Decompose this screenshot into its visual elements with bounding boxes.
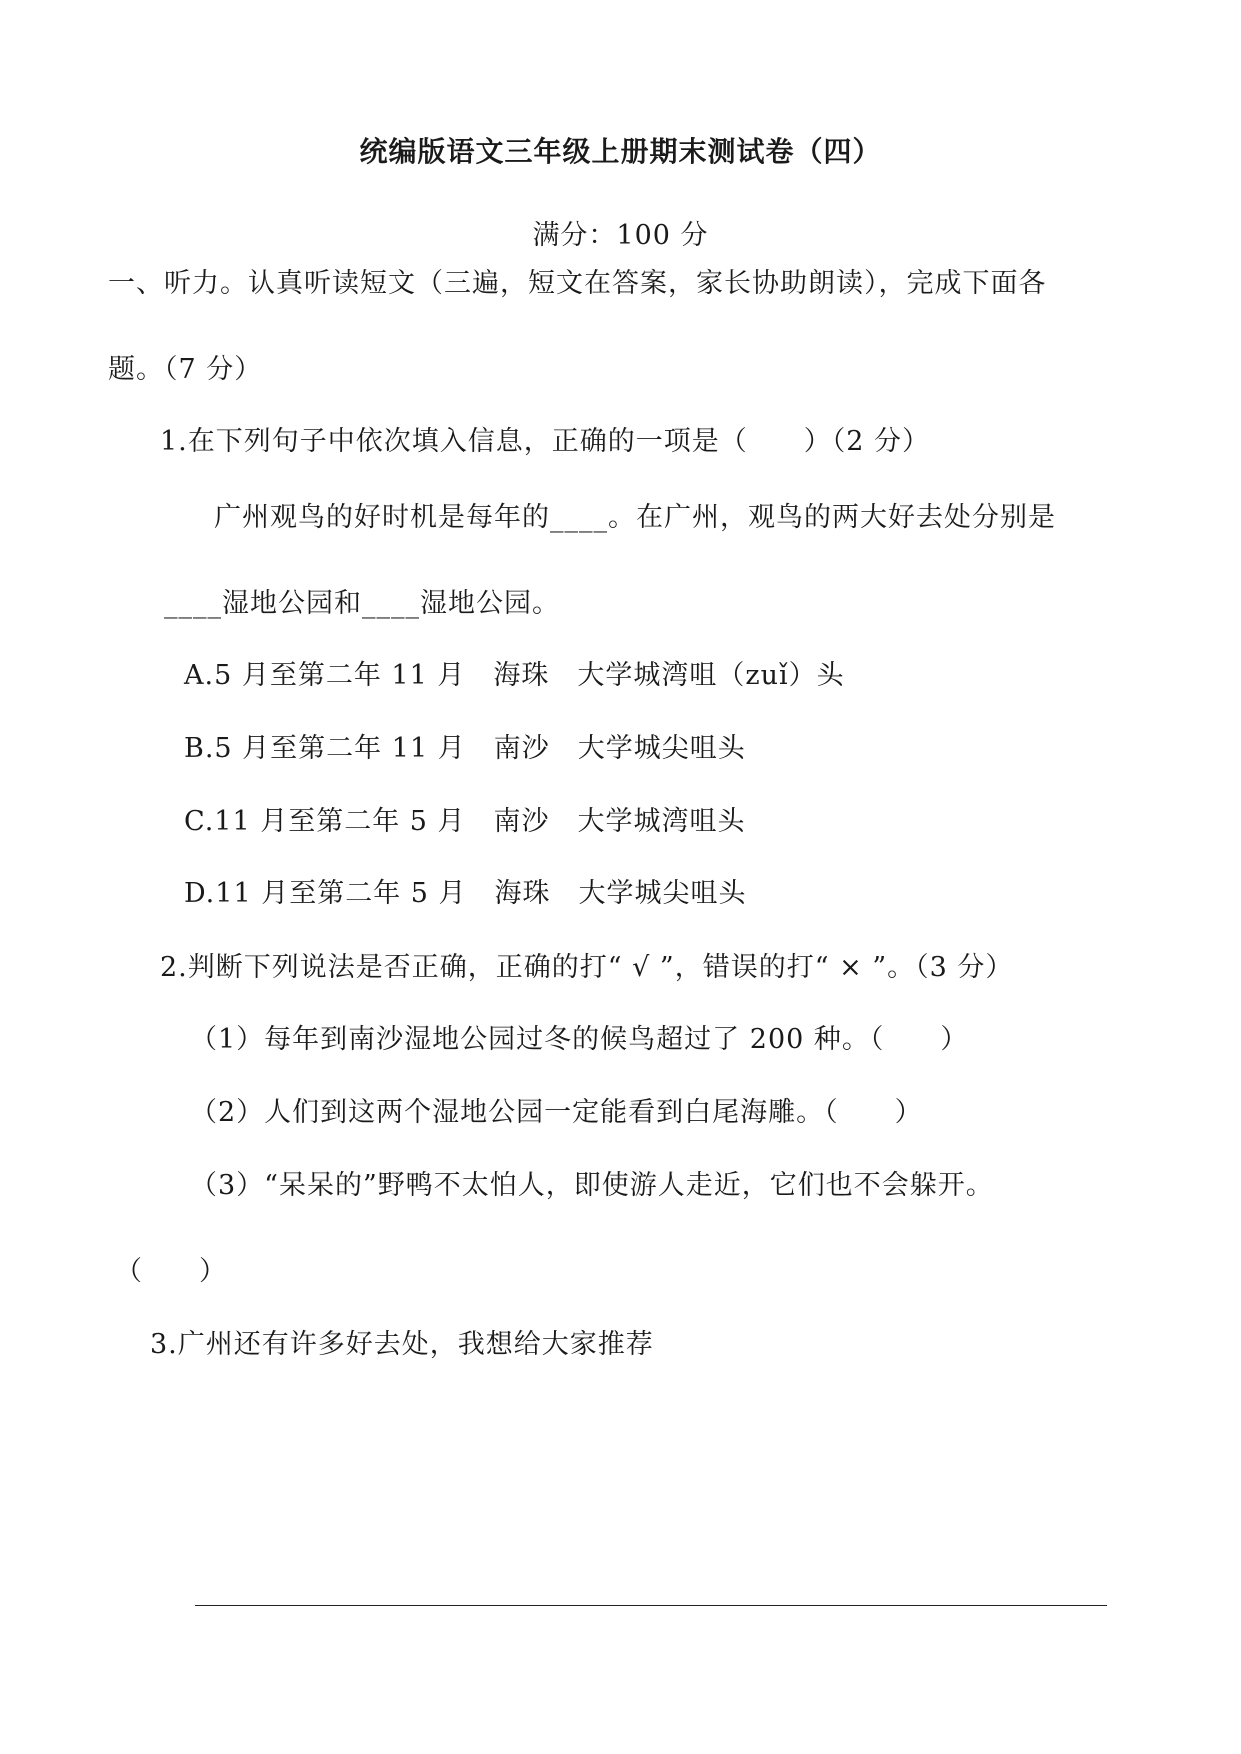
exam-title: 统编版语文三年级上册期末测试卷（四） <box>359 135 882 168</box>
q1-option-b: B.5 月至第二年 11 月 南沙 大学城尖咀头 <box>184 733 746 764</box>
q2-item-1: （1）每年到南沙湿地公园过冬的候鸟超过了 200 种。（ ） <box>190 1024 969 1055</box>
q2-item-3: （3）“呆呆的”野鸭不太怕人，即使游人走近，它们也不会躲开。 <box>190 1170 994 1201</box>
section1-heading-line1: 一、听力。认真听读短文（三遍，短文在答案，家长协助朗读），完成下面各 <box>108 268 1047 299</box>
q1-option-a: A.5 月至第二年 11 月 海珠 大学城湾咀（zuǐ）头 <box>184 660 845 691</box>
q3-stem: 3.广州还有许多好去处，我想给大家推荐 <box>150 1329 654 1360</box>
q1-sentence-line1: 广州观鸟的好时机是每年的____。在广州，观鸟的两大好去处分别是 <box>214 502 1056 533</box>
q3-answer-line <box>195 1605 1107 1606</box>
section1-heading-line2: 题。（7 分） <box>108 354 263 385</box>
q2-item-3-bracket: （ ） <box>115 1256 227 1287</box>
full-score: 满分：100 分 <box>532 220 709 251</box>
q1-option-d: D.11 月至第二年 5 月 海珠 大学城尖咀头 <box>184 878 747 909</box>
q1-option-c: C.11 月至第二年 5 月 南沙 大学城湾咀头 <box>184 806 746 837</box>
q1-stem: 1.在下列句子中依次填入信息，正确的一项是（ ）（2 分） <box>160 426 931 457</box>
q2-item-2: （2）人们到这两个湿地公园一定能看到白尾海雕。（ ） <box>190 1097 923 1128</box>
q2-stem: 2.判断下列说法是否正确，正确的打“ √ ”，错误的打“ × ”。（3 分） <box>160 952 1014 983</box>
q1-sentence-line2: ____湿地公园和____湿地公园。 <box>164 588 560 619</box>
